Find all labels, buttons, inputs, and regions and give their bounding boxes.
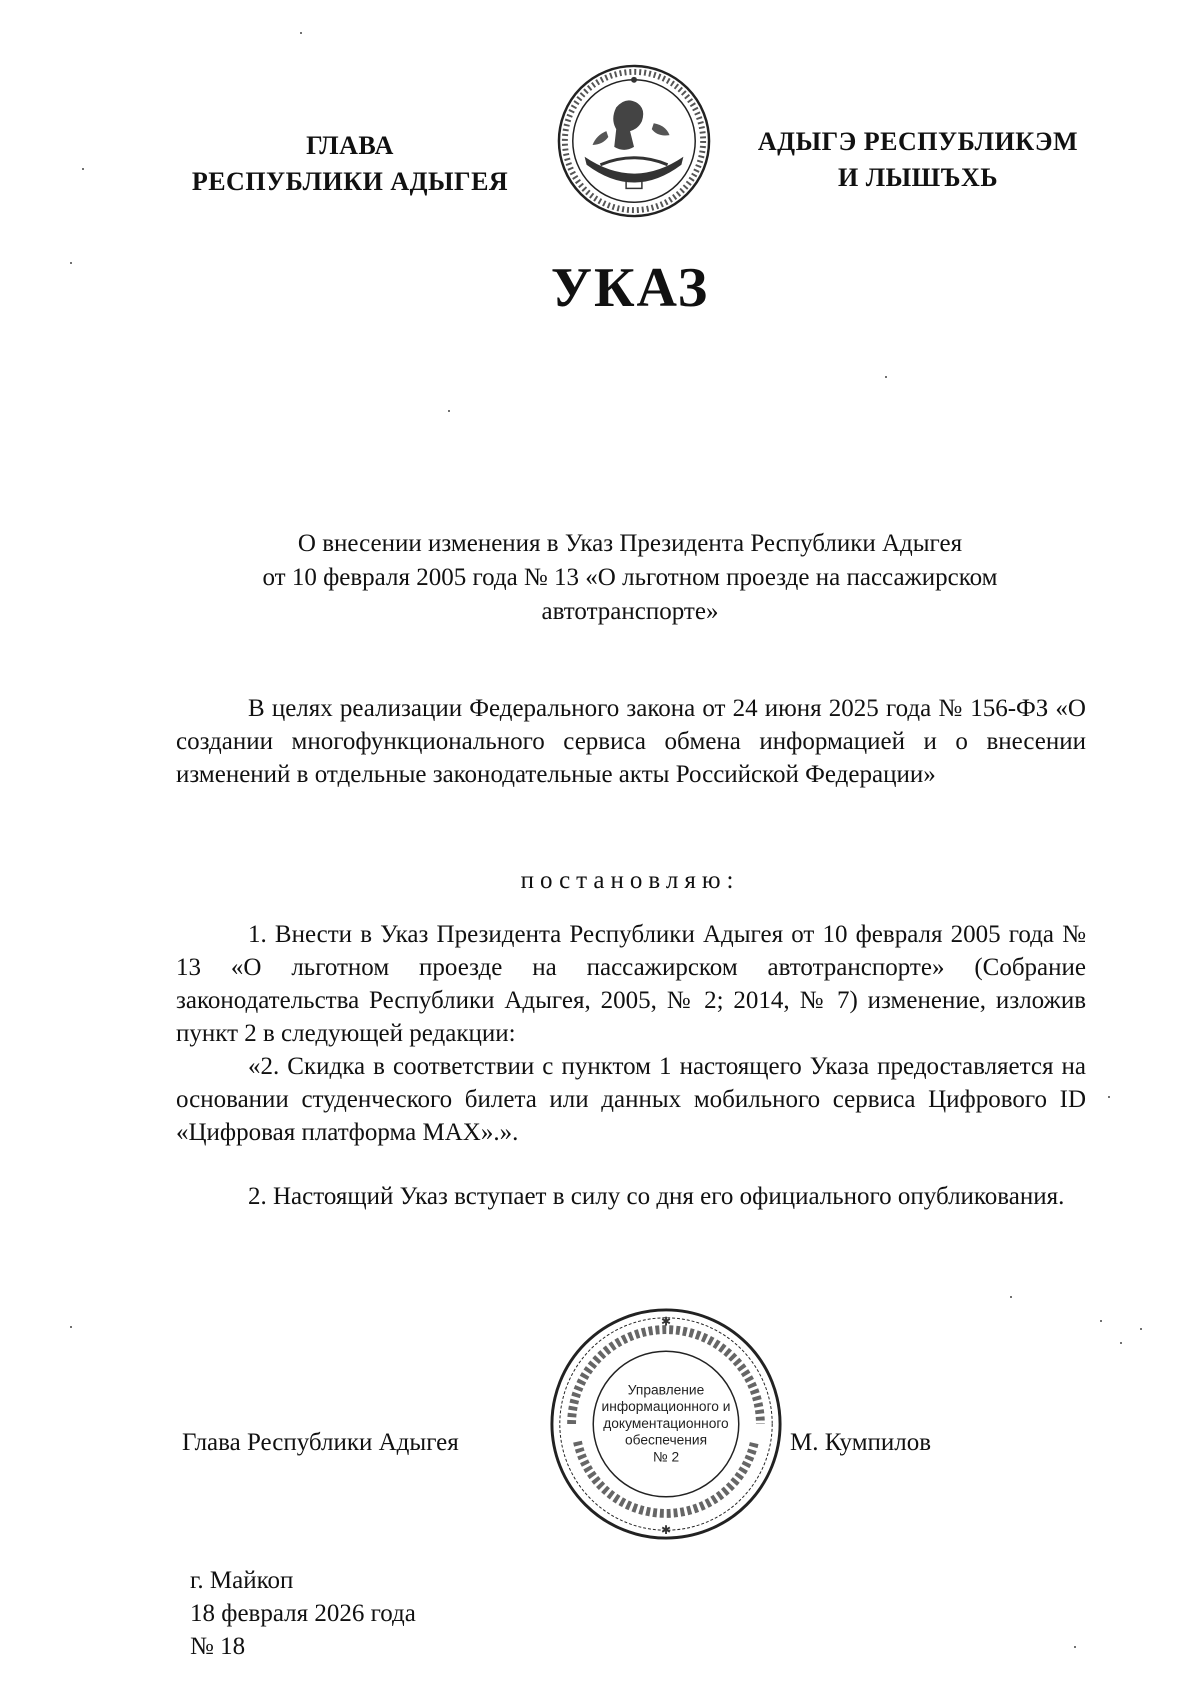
scan-speck [1100, 1320, 1102, 1322]
header-left-line2: РЕСПУБЛИКИ АДЫГЕЯ [191, 167, 509, 196]
scan-speck [1108, 1096, 1110, 1098]
item-2-block [176, 1180, 1086, 1213]
coat-of-arms-emblem [555, 62, 713, 220]
subject-line1: О внесении изменения в Указ Президента Республики Адыгея [297, 530, 963, 557]
header-left-line1: ГЛАВА [306, 131, 394, 160]
scan-speck [448, 410, 450, 412]
scan-speck [70, 1326, 72, 1328]
stamp-line4: обеспечения [624, 1432, 708, 1448]
signature-title: Глава Республики Адыгея [182, 1429, 459, 1456]
svg-text:✱: ✱ [661, 1314, 671, 1329]
preamble-block [176, 692, 1086, 791]
preamble-text: В целях реализации Федерального закона от 24 июня 2025 года № 156-ФЗ «О создании многофункционального сервиса обмена информацией и о внесении изменений в отдельные законодательные акты Российской Федерации» [176, 695, 1086, 788]
scan-speck [1120, 1342, 1122, 1344]
document-type-title: УКАЗ [550, 257, 710, 319]
scan-speck [70, 262, 72, 264]
scan-speck [1010, 1296, 1012, 1298]
scan-speck [82, 168, 84, 170]
decree-subject [150, 527, 1110, 629]
scan-speck [1140, 1328, 1142, 1330]
header-right-line1: АДЫГЭ РЕСПУБЛИКЭМ [757, 127, 1079, 156]
stamp-line5: № 2 [652, 1449, 680, 1465]
header-left [150, 128, 550, 200]
item-1-text: 1. Внести в Указ Президента Республики Адыгея от 10 февраля 2005 года № 13 «О льготном проезде на пассажирском автотранспорте» (Собрание законодательства Республики Адыгея, 2005, № 2; 2014, № 7) изменение, изложив пункт 2 в следующей редакции: [176, 921, 1086, 1047]
place-number: № 18 [190, 1633, 246, 1660]
header-right [718, 124, 1118, 196]
official-stamp [548, 1306, 784, 1542]
subject-line3: автотранспорте» [541, 598, 719, 625]
stamp-line3: документационного [603, 1415, 729, 1431]
decree-word: постановляю: [520, 867, 740, 894]
svg-text:✱: ✱ [661, 1523, 671, 1538]
stamp-line1: Управление [627, 1382, 705, 1398]
subject-line2: от 10 февраля 2005 года № 13 «О льготном проезде на пассажирском [262, 564, 998, 591]
scan-speck [885, 376, 887, 378]
stamp-line2: информационного и [601, 1399, 731, 1415]
scan-speck [300, 32, 302, 34]
items-block [176, 918, 1086, 1149]
item-2-text: 2. Настоящий Указ вступает в силу со дня его официального опубликования. [248, 1183, 1065, 1210]
header-right-line2: И ЛЫШЪХЬ [837, 163, 999, 192]
place-date: 18 февраля 2026 года [190, 1600, 416, 1627]
signature-name: М. Кумпилов [790, 1429, 932, 1456]
place-date-block [190, 1564, 416, 1663]
scan-speck [1074, 1646, 1076, 1648]
place-city: г. Майкоп [190, 1567, 294, 1594]
item-1-quote-text: «2. Скидка в соответствии с пунктом 1 настоящего Указа предоставляется на основании студенческого билета или данных мобильного сервиса Цифрового ID «Цифровая платформа MAX».». [176, 1053, 1086, 1146]
